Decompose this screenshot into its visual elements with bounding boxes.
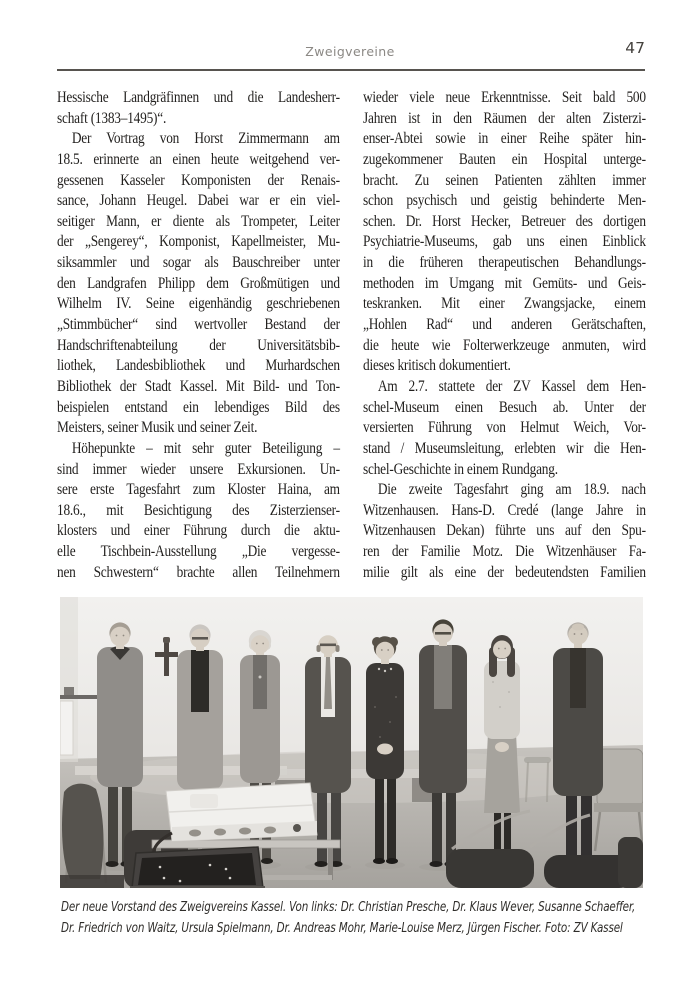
- text-line: Handschriftenabteilung der Universitätsbib-: [57, 336, 340, 354]
- text-line: Meisters, seiner Musik und seiner Zeit.: [57, 419, 258, 437]
- text-line: ren der Familie Motz. Die Witzenhäuser Fa-: [363, 543, 646, 561]
- text-line: schel-Museum einen Besuch ab. Unter der: [363, 398, 646, 416]
- text-line: Jahren ist in den Räumen der alten Zisterzi-: [363, 109, 646, 127]
- text-line: nen Schwestern“ brachte allen Teilnehmern: [57, 563, 340, 581]
- text-line: „Hohlen Rad“ und anderen Gerätschaften,: [363, 316, 646, 334]
- text-line: Psychiatrie-Museums, gab uns einen Einblick: [363, 233, 646, 251]
- header-rule: [57, 69, 645, 71]
- text-line: beispielen entstand ein lebendiges Bild des: [57, 398, 340, 416]
- page-number: 47: [625, 39, 645, 57]
- text-line: sere erste Tagesfahrt zum Kloster Haina, am: [57, 481, 340, 499]
- text-line: sance, Johann Heugel. Dabei war er ein viel-: [57, 192, 340, 210]
- group-photo-illustration: [60, 597, 643, 888]
- column-left-inner: [57, 88, 340, 583]
- column-right-inner: [363, 88, 646, 583]
- text-line: enser-Abtei sowie in einer Reihe später hin-: [363, 130, 646, 148]
- text-line: Bibliothek der Stadt Kassel. Mit Bild- und Ton-: [57, 377, 340, 395]
- text-line: methoden im Umgang mit Gemüts- und Geis-: [363, 274, 646, 292]
- group-photo: [60, 597, 643, 888]
- text-line: gessenen Kasseler Komponisten der Renais-: [57, 171, 340, 189]
- text-line: klosters und einer Führung durch die aktu-: [57, 522, 340, 540]
- foreground-chair: [60, 875, 124, 888]
- photo-caption: [61, 898, 643, 939]
- text-line: zugekommener Bauten ein Hospital unterge-: [363, 150, 646, 168]
- text-line: Der Vortrag von Horst Zimmermann am: [71, 130, 340, 148]
- text-line: sind immer wieder unsere Exkursionen. Un-: [57, 460, 340, 478]
- text-line: den Landgrafen Philipp dem Großmütigen und: [57, 274, 340, 292]
- text-line: elle Tischbein-Ausstellung „Die vergesse-: [57, 543, 340, 561]
- text-line: schen. Dr. Horst Hecker, Betreuer des dortigen: [363, 212, 646, 230]
- text-line: liothek, Landesbibliothek und Murhardschen: [57, 357, 340, 375]
- text-line: 18.6., mit Besichtigung des Zisterzienser-: [57, 501, 340, 519]
- laptop: [130, 847, 265, 888]
- text-line: schel-Geschichte in einem Rundgang.: [363, 460, 558, 478]
- text-line: teskranken. Mit einer Zwangsjacke, einem: [363, 295, 646, 313]
- text-line: 18.5. erinnerte an einen heute weitgehend ver-: [57, 150, 340, 168]
- text-line: in die früheren therapeutischen Behandlungs-: [363, 254, 646, 272]
- text-line: Die zweite Tagesfahrt ging am 18.9. nach: [377, 481, 646, 499]
- text-line: Witzenhausen. Hans-D. Credé (lange Jahre in: [363, 501, 646, 519]
- column-right: [363, 88, 687, 583]
- text-line: der „Sengerey“, Komponist, Kapellmeister, Mu-: [57, 233, 340, 251]
- text-line: schon psychisch und geistig behinderte Men-: [363, 192, 646, 210]
- column-left: [57, 88, 381, 583]
- text-line: Hessische Landgräfinnen und die Landesherr-: [57, 89, 340, 106]
- text-line: die heute wie Folterwerkzeuge anmuten, wird: [363, 336, 646, 354]
- text-line: wieder viele neue Erkenntnisse. Seit bald 500: [363, 89, 646, 106]
- text-line: bracht. Zu seinen Patienten zählten immer: [363, 171, 646, 189]
- text-line: „Stimmbücher“ sind wertvoller Bestand der: [57, 316, 340, 334]
- text-line: seitiger Mann, er diente als Trompeter, Leiter: [57, 212, 340, 230]
- text-line: versierten Führung von Helmut Weich, Vor-: [363, 419, 646, 437]
- text-line: milie gilt als eine der bedeutendsten Familien: [363, 563, 646, 581]
- text-line: dieses kritisch dokumentiert.: [363, 357, 511, 375]
- text-line: stand / Museumsleitung, erlebten wir die Hen-: [363, 439, 646, 457]
- caption-line: Dr. Friedrich von Waitz, Ursula Spielmann, Dr. Andreas Mohr, Marie-Louise Merz, Jürgen Fischer. Foto: ZV Kassel: [61, 920, 623, 936]
- text-line: Wilhelm IV. Seine eigenhändig geschriebenen: [57, 295, 340, 313]
- section-title: Zweigvereine: [305, 44, 395, 59]
- caption-line: Der neue Vorstand des Zweigvereins Kassel. Von links: Dr. Christian Presche, Dr. Klaus Wever, Susanne Schaeffer,: [61, 900, 636, 915]
- text-line: Am 2.7. stattete der ZV Kassel dem Hen-: [377, 377, 646, 395]
- text-line: Witzenhausen Dekan) führte uns auf den Spu-: [363, 522, 646, 540]
- text-line: siksammler und sogar als Bauschreiber unter: [57, 254, 340, 272]
- text-line: Höhepunkte – mit sehr guter Beteiligung –: [71, 439, 340, 457]
- text-line: schaft (1383–1495)“.: [57, 109, 167, 127]
